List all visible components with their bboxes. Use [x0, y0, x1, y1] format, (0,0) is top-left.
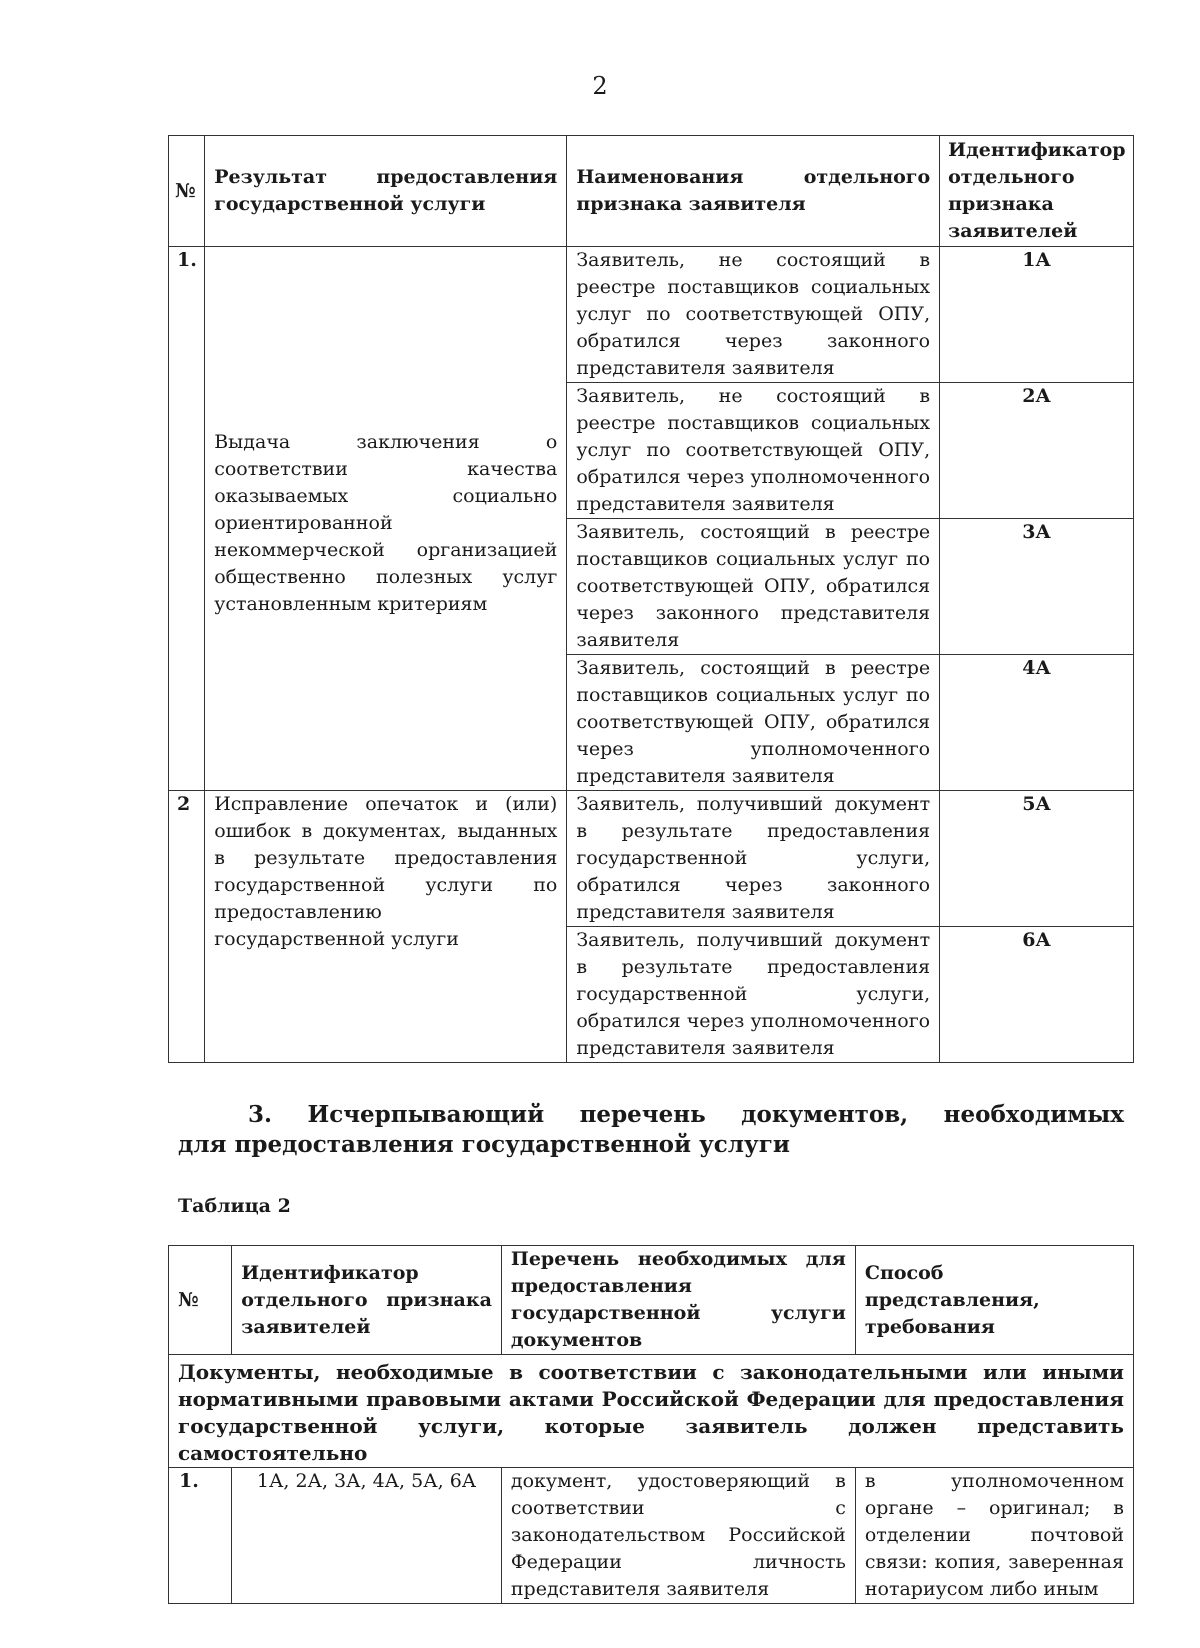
attribute-cell: Заявитель, получивший документ в результате предоставления государственной услуги, обратился через законного представителя заявителя [567, 791, 940, 927]
table-row [169, 247, 1134, 383]
header-num: № [169, 1246, 232, 1355]
identifier-cell: 5А [940, 791, 1134, 927]
header-identifier: Идентификатор отдельного признака заявителей [232, 1246, 502, 1355]
table-row [169, 1468, 1134, 1604]
identifier-cell: 1А [940, 247, 1134, 383]
page-number: 2 [592, 72, 608, 100]
identifier-cell: 3А [940, 519, 1134, 655]
identifier-cell: 4А [940, 655, 1134, 791]
attribute-cell: Заявитель, получивший документ в результате предоставления государственной услуги, обратился через уполномоченного представителя заявителя [567, 927, 940, 1063]
identifier-cell: 2А [940, 383, 1134, 519]
row-number: 1. [169, 247, 205, 791]
header-result: Результат предоставления государственной услуги [205, 136, 567, 247]
table-header-row [169, 1246, 1134, 1355]
result-cell: Исправление опечаток и (или) ошибок в документах, выданных в результате предоставления государственной услуги по предоставлению государственной услуги [205, 791, 567, 1063]
identifier-cell: 6А [940, 927, 1134, 1063]
section-heading-line-2: для предоставления государственной услуги [178, 1131, 790, 1158]
row-number: 1. [169, 1468, 232, 1604]
header-documents: Перечень необходимых для предоставления государственной услуги документов [501, 1246, 855, 1355]
row-number: 2 [169, 791, 205, 1063]
header-attribute: Наименования отдельного признака заявителя [567, 136, 940, 247]
section-heading [178, 1100, 1124, 1160]
applicant-attributes-table [168, 135, 1134, 1063]
table-section-row [169, 1355, 1134, 1468]
header-identifier: Идентификатор отдельного признака заявителей [940, 136, 1134, 247]
attribute-cell: Заявитель, не состоящий в реестре поставщиков социальных услуг по соответствующей ОПУ, обратился через законного представителя заявителя [567, 247, 940, 383]
identifiers-cell: 1А, 2А, 3А, 4А, 5А, 6А [232, 1468, 502, 1604]
table-header-row [169, 136, 1134, 247]
method-cell: в уполномоченном органе – оригинал; в отделении почтовой связи: копия, заверенная нотариусом либо иным [855, 1468, 1133, 1604]
table-caption: Таблица 2 [178, 1195, 291, 1217]
header-num: № [169, 136, 205, 247]
header-method: Способ представления, требования [855, 1246, 1133, 1355]
attribute-cell: Заявитель, не состоящий в реестре поставщиков социальных услуг по соответствующей ОПУ, обратился через уполномоченного представителя заявителя [567, 383, 940, 519]
attribute-cell: Заявитель, состоящий в реестре поставщиков социальных услуг по соответствующей ОПУ, обратился через уполномоченного представителя заявителя [567, 655, 940, 791]
document-cell: документ, удостоверяющий в соответствии с законодательством Российской Федерации личность представителя заявителя [501, 1468, 855, 1604]
section-heading-line-1: 3. Исчерпывающий перечень документов, необходимых [248, 1101, 1124, 1128]
required-documents-table [168, 1245, 1134, 1604]
table-row [169, 791, 1134, 927]
attribute-cell: Заявитель, состоящий в реестре поставщиков социальных услуг по соответствующей ОПУ, обратился через законного представителя заявителя [567, 519, 940, 655]
section-row-text: Документы, необходимые в соответствии с законодательными или иными нормативными правовыми актами Российской Федерации для предоставления государственной услуги, которые заявитель должен представить самостоятельно [169, 1355, 1134, 1468]
result-cell: Выдача заключения о соответствии качества оказываемых социально ориентированной некоммерческой организацией общественно полезных услуг установленным критериям [205, 247, 567, 791]
